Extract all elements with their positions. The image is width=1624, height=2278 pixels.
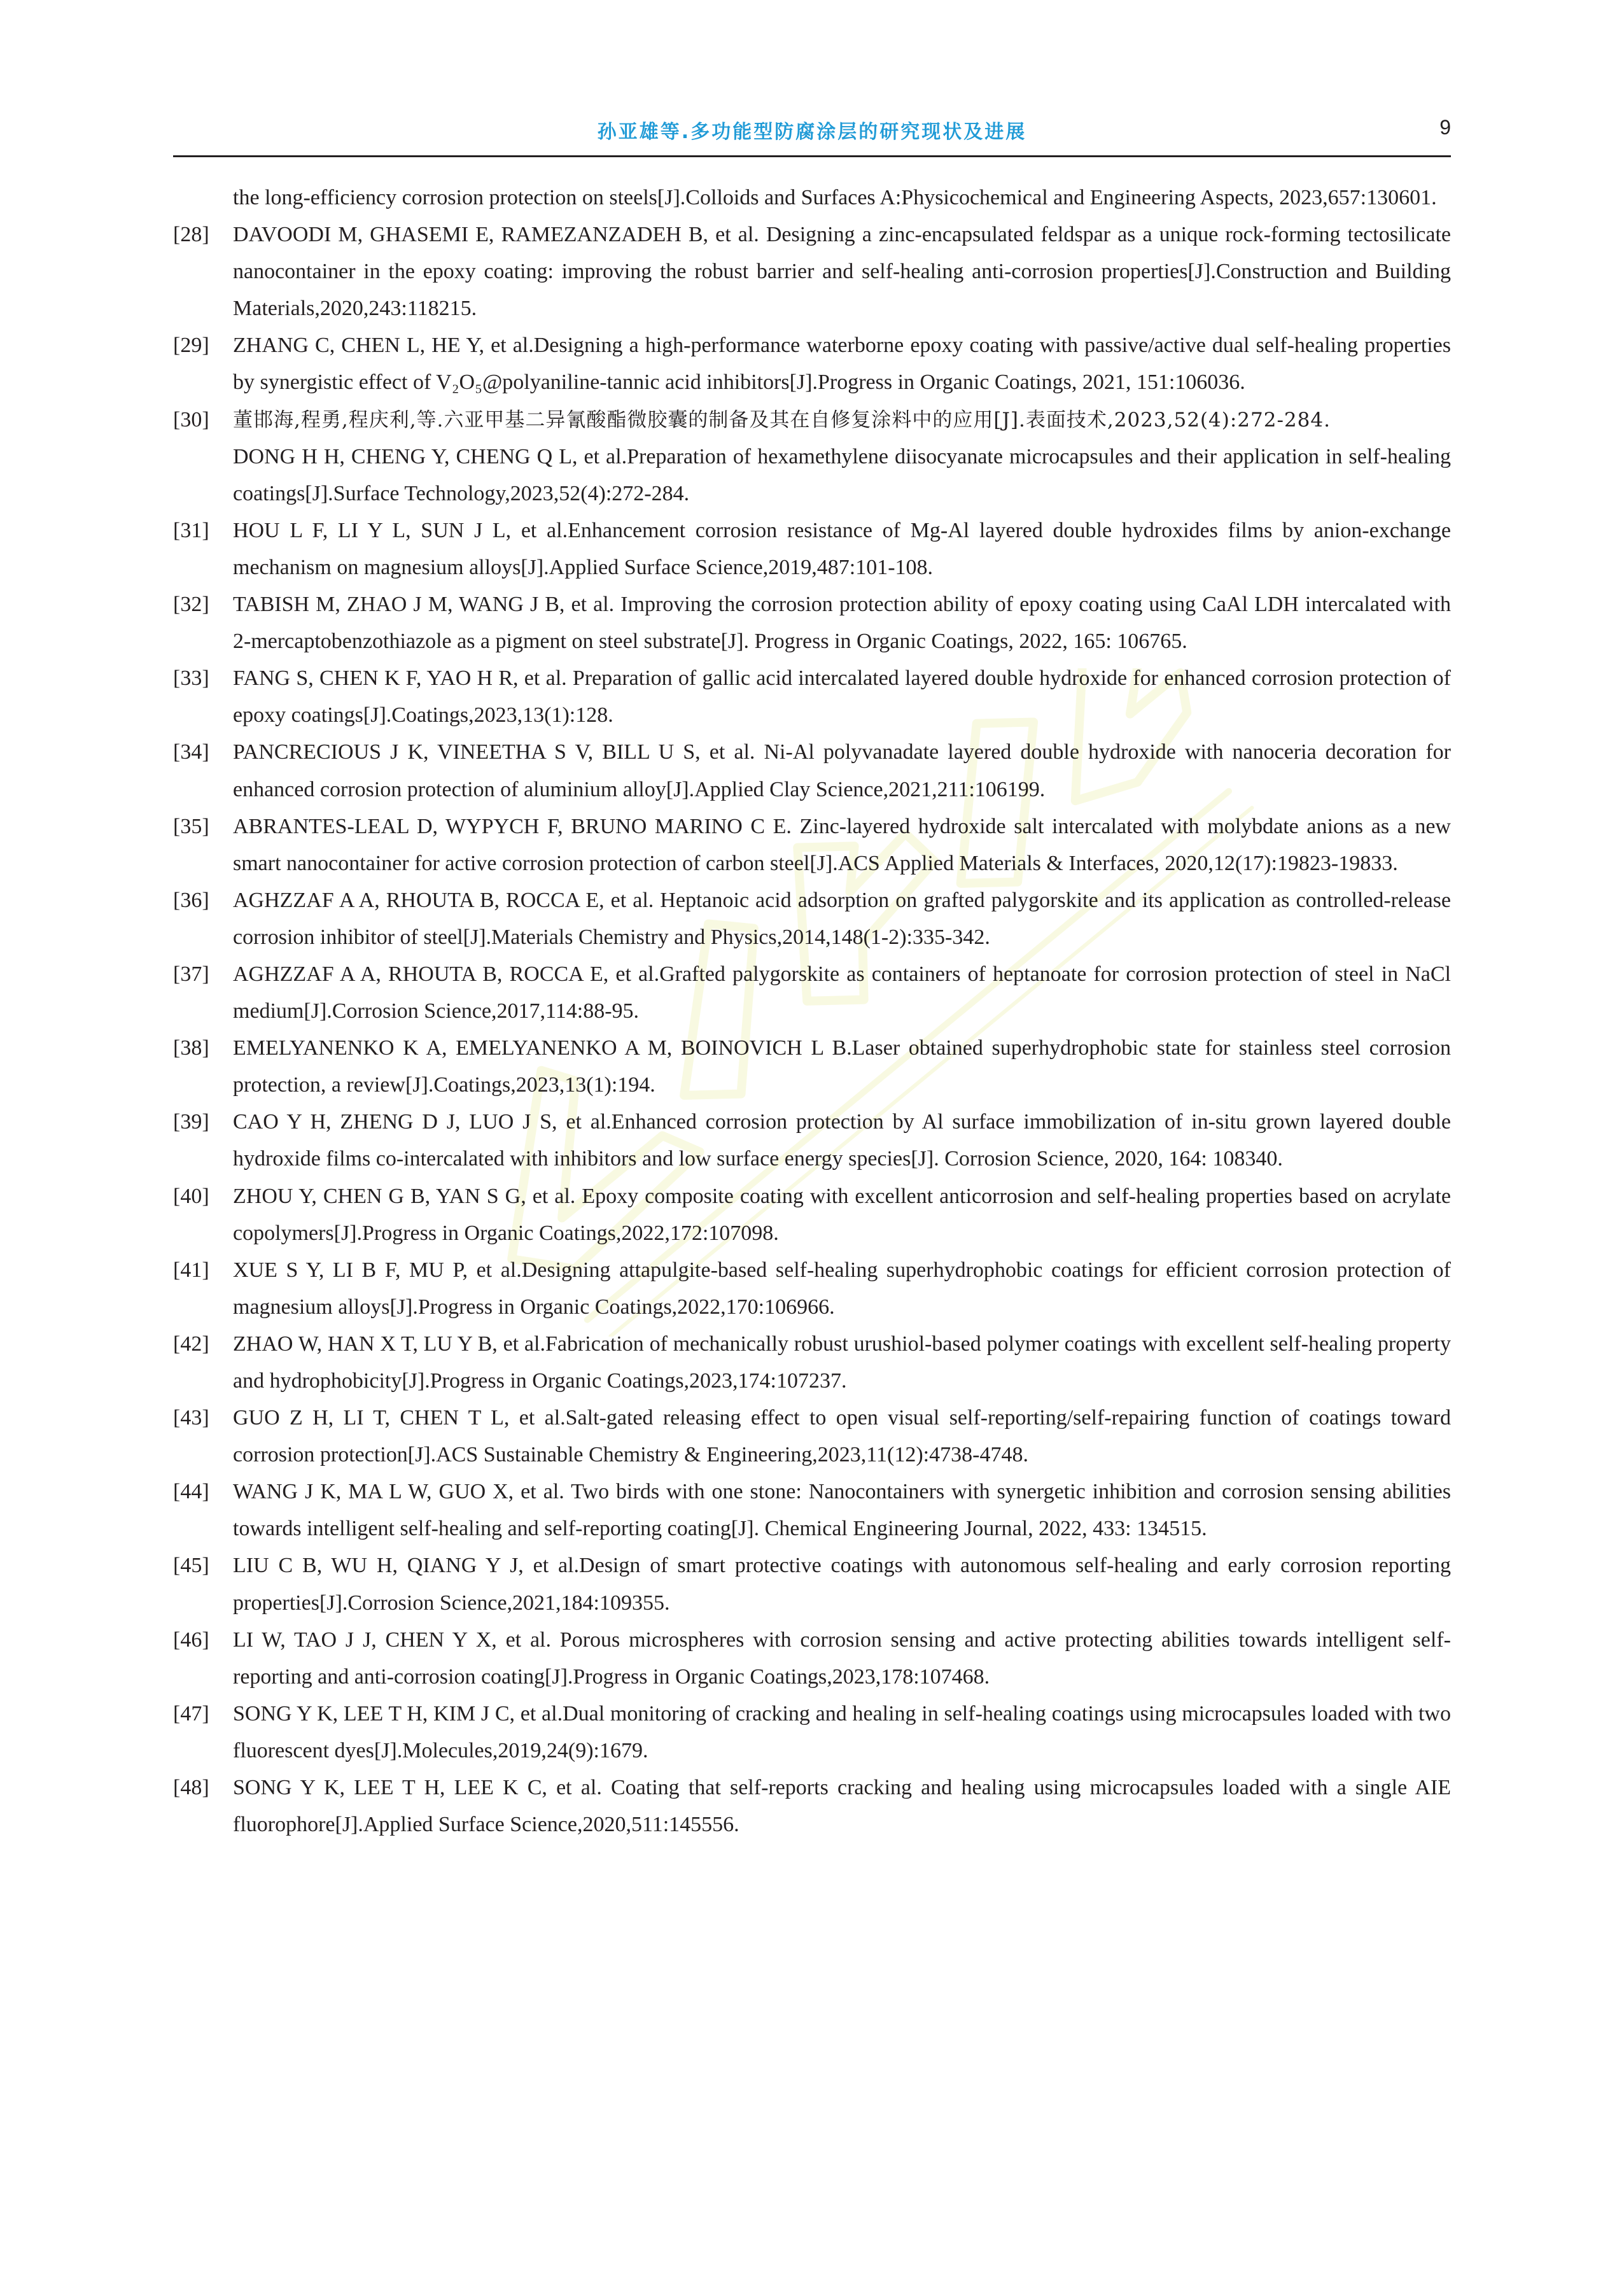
reference-text: SONG Y K, LEE T H, KIM J C, et al.Dual monitoring of cracking and healing in self-healing coatings using microcapsules loaded with two fluorescent dyes[J].Molecules,2019,24(9):1679.: [233, 1701, 1451, 1762]
reference-text: WANG J K, MA L W, GUO X, et al. Two birds with one stone: Nanocontainers with synergetic inhibition and corrosion sensing abilities towards intelligent self-healing and self-reporting coating[J]. Chemical Engineering Journal, 2022, 433: 134515.: [233, 1480, 1451, 1541]
reference-text: DAVOODI M, GHASEMI E, RAMEZANZADEH B, et al. Designing a zinc-encapsulated feldspar as a unique rock-forming tectosilicate nanocontainer in the epoxy coating: improving the robust barrier and self-healing anti-corrosion properties[J].Construction and Building Materials,2020,243:118215.: [233, 223, 1451, 321]
reference-text: EMELYANENKO K A, EMELYANENKO A M, BOINOVICH L B.Laser obtained superhydrophobic state for stainless steel corrosion protection, a review[J].Coatings,2023,13(1):194.: [233, 1036, 1451, 1097]
reference-text: CAO Y H, ZHENG D J, LUO J S, et al.Enhanced corrosion protection by Al surface immobilization of in-situ grown layered double hydroxide films co-intercalated with inhibitors and low surface energy species[J]. Corrosion Science, 2020, 164: 108340.: [233, 1110, 1451, 1171]
reference-text-chinese: 董邯海,程勇,程庆利,等.六亚甲基二异氰酸酯微胶囊的制备及其在自修复涂料中的应用[J].表面技术,2023,52(4):272-284.: [233, 408, 1331, 432]
reference-text: LIU C B, WU H, QIANG Y J, et al.Design of smart protective coatings with autonomous self-healing and early corrosion reporting properties[J].Corrosion Science,2021,184:109355.: [233, 1554, 1451, 1615]
reference-item: [173, 1104, 1451, 1178]
reference-number: [35]: [173, 814, 209, 838]
reference-item: [173, 1326, 1451, 1400]
reference-text: PANCRECIOUS J K, VINEETHA S V, BILL U S, et al. Ni-Al polyvanadate layered double hydroxide with nanoceria decoration for enhanced corrosion protection of aluminium alloy[J].Applied Clay Science,2021,211:106199.: [233, 740, 1451, 801]
reference-text-english: DONG H H, CHENG Y, CHENG Q L, et al.Preparation of hexamethylene diisocyanate microcapsules and their application in self-healing coatings[J].Surface Technology,2023,52(4):272-284.: [233, 444, 1451, 505]
reference-item: [173, 1622, 1451, 1696]
reference-number: [45]: [173, 1554, 209, 1578]
reference-item: [173, 956, 1451, 1030]
reference-number: [40]: [173, 1184, 209, 1208]
reference-number: [38]: [173, 1036, 209, 1060]
reference-item: [173, 586, 1451, 660]
reference-item: [173, 1400, 1451, 1473]
reference-item: [173, 1769, 1451, 1843]
reference-text: ZHANG C, CHEN L, HE Y, et al.Designing a high-performance waterborne epoxy coating with passive/active dual self-healing properties by synergistic effect of V₂O₅@polyaniline-tannic acid inhibitors[J].Progress in Organic Coatings, 2021, 151:106036.: [233, 334, 1451, 395]
page-number: 9: [1439, 116, 1451, 139]
reference-item: [173, 216, 1451, 327]
reference-number: [43]: [173, 1406, 209, 1430]
reference-item: [173, 1252, 1451, 1326]
reference-item: [173, 660, 1451, 734]
reference-number: [29]: [173, 334, 209, 358]
reference-number: [44]: [173, 1480, 209, 1504]
reference-item: [173, 512, 1451, 586]
reference-text: TABISH M, ZHAO J M, WANG J B, et al. Improving the corrosion protection ability of epoxy coating using CaAl LDH intercalated with 2-mercaptobenzothiazole as a pigment on steel substrate[J]. Progress in Organic Coatings, 2022, 165: 106765.: [233, 593, 1451, 654]
reference-text: LI W, TAO J J, CHEN Y X, et al. Porous microspheres with corrosion sensing and active protecting abilities towards intelligent self-reporting and anti-corrosion coating[J].Progress in Organic Coatings,2023,178:107468.: [233, 1628, 1451, 1689]
reference-item: [173, 1547, 1451, 1621]
reference-number: [48]: [173, 1776, 209, 1800]
reference-number: [33]: [173, 666, 209, 691]
reference-item: [173, 882, 1451, 956]
reference-list: [173, 179, 1451, 1843]
reference-number: [42]: [173, 1332, 209, 1356]
reference-item: [173, 1473, 1451, 1547]
reference-number: [41]: [173, 1258, 209, 1282]
reference-number: [37]: [173, 962, 209, 986]
running-title: 孙亚雄等.多功能型防腐涂层的研究现状及进展: [597, 121, 1027, 143]
reference-text: FANG S, CHEN K F, YAO H R, et al. Preparation of gallic acid intercalated layered double hydroxide for enhanced corrosion protection of epoxy coatings[J].Coatings,2023,13(1):128.: [233, 666, 1451, 728]
reference-text: ZHAO W, HAN X T, LU Y B, et al.Fabrication of mechanically robust urushiol-based polymer coatings with excellent self-healing property and hydrophobicity[J].Progress in Organic Coatings,2023,174:107237.: [233, 1332, 1451, 1393]
reference-number: [32]: [173, 593, 209, 617]
reference-number: [31]: [173, 518, 209, 542]
reference-number: [34]: [173, 740, 209, 764]
reference-text: AGHZZAF A A, RHOUTA B, ROCCA E, et al.Grafted palygorskite as containers of heptanoate for corrosion protection of steel in NaCl medium[J].Corrosion Science,2017,114:88-95.: [233, 962, 1451, 1023]
reference-number: [36]: [173, 888, 209, 912]
reference-number: [47]: [173, 1701, 209, 1726]
reference-item: [173, 1178, 1451, 1252]
reference-item: [173, 1696, 1451, 1769]
reference-text: GUO Z H, LI T, CHEN T L, et al.Salt-gated releasing effect to open visual self-reporting/self-repairing function of coatings toward corrosion protection[J].ACS Sustainable Chemistry & Engineering,2023,11(12):4738-4748.: [233, 1406, 1451, 1467]
reference-number: [30]: [173, 407, 209, 432]
reference-number: [28]: [173, 223, 209, 247]
reference-text: ABRANTES-LEAL D, WYPYCH F, BRUNO MARINO C E. Zinc-layered hydroxide salt intercalated with molybdate anions as a new smart nanocontainer for active corrosion protection of carbon steel[J].ACS Applied Materials & Interfaces, 2020,12(17):19823-19833.: [233, 814, 1451, 875]
reference-text: SONG Y K, LEE T H, LEE K C, et al. Coating that self-reports cracking and healing using microcapsules loaded with a single AIE fluorophore[J].Applied Surface Science,2020,511:145556.: [233, 1776, 1451, 1837]
reference-text: AGHZZAF A A, RHOUTA B, ROCCA E, et al. Heptanoic acid adsorption on grafted palygorskite and its application as controlled-release corrosion inhibitor of steel[J].Materials Chemistry and Physics,2014,148(1-2):335-342.: [233, 888, 1451, 949]
reference-text: ZHOU Y, CHEN G B, YAN S G, et al. Epoxy composite coating with excellent anticorrosion and self-healing properties based on acrylate copolymers[J].Progress in Organic Coatings,2022,172:107098.: [233, 1184, 1451, 1245]
reference-item: [173, 808, 1451, 882]
reference-number: [46]: [173, 1628, 209, 1652]
reference-text: HOU L F, LI Y L, SUN J L, et al.Enhancement corrosion resistance of Mg-Al layered double hydroxides films by anion-exchange mechanism on magnesium alloys[J].Applied Surface Science,2019,487:101-108.: [233, 518, 1451, 579]
reference-text: the long-efficiency corrosion protection on steels[J].Colloids and Surfaces A:Physicochemical and Engineering Aspects, 2023,657:130601.: [233, 186, 1437, 209]
reference-item: [173, 1030, 1451, 1104]
reference-number: [39]: [173, 1110, 209, 1134]
reference-item: [173, 402, 1451, 512]
reference-item: [173, 734, 1451, 808]
reference-item: [173, 327, 1451, 401]
running-header: [173, 113, 1451, 157]
reference-text: XUE S Y, LI B F, MU P, et al.Designing attapulgite-based self-healing superhydrophobic coatings for efficient corrosion protection of magnesium alloys[J].Progress in Organic Coatings,2022,170:106966.: [233, 1258, 1451, 1319]
reference-item: [173, 179, 1451, 216]
